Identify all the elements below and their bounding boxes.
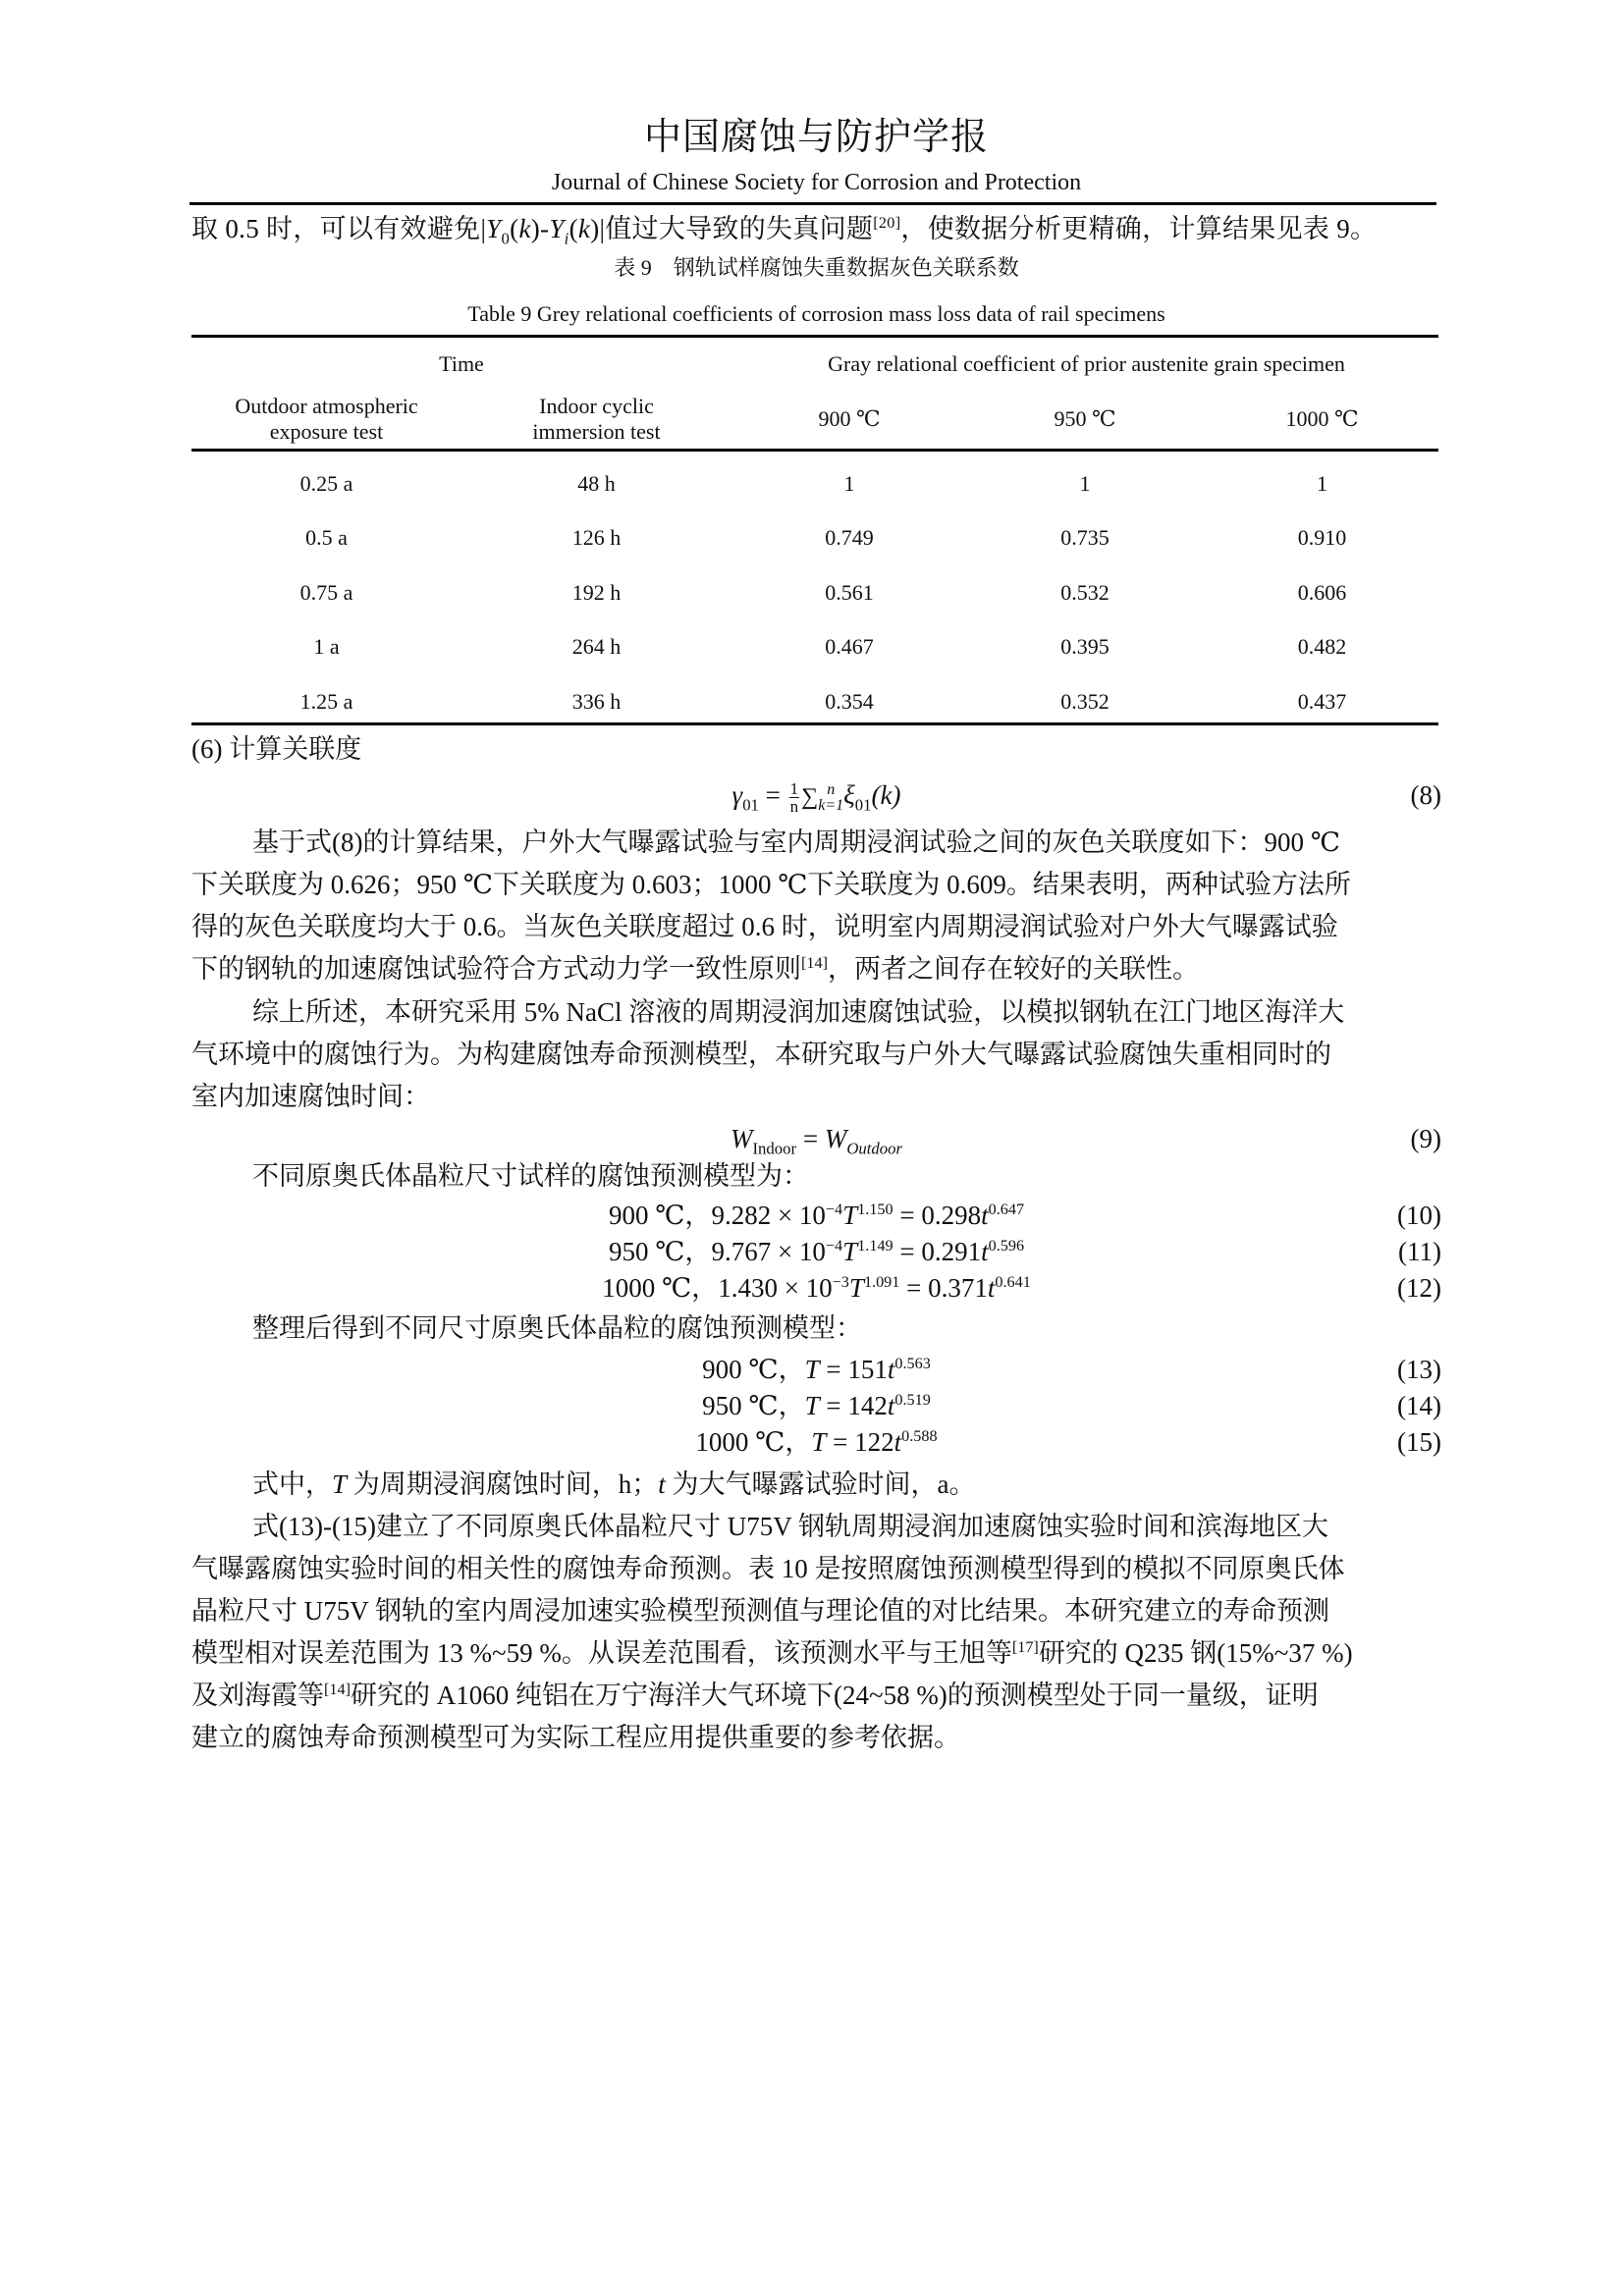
rhs: = 0.298 — [893, 1201, 982, 1230]
paragraph-line: 下关联度为 0.626；950 ℃下关联度为 0.603；1000 ℃下关联度为 0.609。结果表明，两种试验方法所 — [191, 870, 1351, 899]
paragraph-line: 气曝露腐蚀实验时间的相关性的腐蚀寿命预测。表 10 是按照腐蚀预测模型得到的模拟不同原奥氏体 — [191, 1554, 1345, 1583]
citation-ref: [17] — [1011, 1638, 1039, 1656]
rhs: = 142 — [819, 1391, 888, 1420]
cell-outdoor: 1 a — [313, 634, 340, 660]
journal-title-cn: 中国腐蚀与防护学报 — [643, 117, 989, 158]
exponent: 1.150 — [857, 1201, 893, 1218]
cell-950: 0.395 — [1060, 634, 1110, 660]
equals-sign: = — [796, 1124, 825, 1153]
text: 及刘海霞等 — [191, 1681, 324, 1710]
cell-outdoor: 0.75 a — [299, 579, 353, 605]
rhs: = 0.371 — [899, 1273, 988, 1303]
citation-ref: [14] — [324, 1681, 351, 1698]
sum-symbol: ∑ — [801, 784, 819, 810]
rhs: = 151 — [819, 1355, 888, 1384]
exponent: 0.596 — [988, 1237, 1025, 1255]
temperature: 900 ℃， — [702, 1355, 805, 1384]
header-indoor — [461, 390, 731, 449]
exponent: 0.641 — [995, 1273, 1031, 1291]
sum-lower: k=1 — [818, 796, 844, 814]
section-heading: (6) 计算关联度 — [191, 734, 362, 764]
symbol-T: T — [842, 1201, 858, 1230]
text: 研究的 Q235 钢(15%~37 %) — [1038, 1638, 1353, 1668]
symbol-gamma: γ — [731, 780, 743, 810]
cell-outdoor: 1.25 a — [299, 688, 353, 714]
cell-indoor: 336 h — [571, 688, 622, 714]
table-row — [191, 565, 1441, 620]
cell-indoor: 192 h — [571, 579, 622, 605]
table-group-header-row — [191, 339, 1441, 390]
table-top-rule — [191, 335, 1438, 338]
cell-900: 0.467 — [825, 634, 874, 660]
cell-outdoor: 0.25 a — [299, 470, 353, 496]
cell-900: 1 — [843, 470, 855, 496]
symbol-T: T — [332, 1469, 348, 1499]
symbol-k: k — [577, 214, 591, 243]
equation-number: (11) — [1398, 1237, 1441, 1266]
symbol-t: t — [887, 1355, 895, 1384]
symbol-gamma-sub: 01 — [742, 795, 759, 815]
cell-outdoor: 0.5 a — [305, 525, 348, 551]
symbol-w-sub-outdoor: Outdoor — [846, 1139, 903, 1158]
symbol-T: T — [804, 1391, 820, 1420]
paragraph-line — [191, 1678, 1441, 1713]
sum-limits — [818, 782, 843, 814]
equation-8 — [191, 777, 1441, 817]
paragraph-line: 式(13)-(15)建立了不同原奥氏体晶粒尺寸 U75V 钢轨周期浸润加速腐蚀实验时间和滨海地区大 — [252, 1512, 1328, 1541]
intro-text-mid: )|值过大导致的失真问题 — [590, 214, 874, 243]
equation-number: (13) — [1397, 1355, 1441, 1384]
header-1000: 1000 ℃ — [1285, 406, 1359, 431]
exponent: 0.519 — [894, 1391, 931, 1409]
cell-1000: 0.437 — [1297, 688, 1347, 714]
table-row — [191, 620, 1441, 675]
symbol-t: t — [658, 1469, 666, 1499]
cell-1000: 0.910 — [1297, 525, 1347, 551]
paragraph-line: 综上所述，本研究采用 5% NaCl 溶液的周期浸润加速腐蚀试验，以模拟钢轨在江门地区海洋大 — [252, 997, 1345, 1027]
paragraph-line — [191, 1467, 1441, 1502]
symbol-t: t — [987, 1273, 996, 1303]
table-row — [191, 456, 1441, 511]
rhs: = 0.291 — [893, 1237, 982, 1266]
header-outdoor-line1: Outdoor atmospheric — [235, 394, 418, 418]
temperature: 900 ℃， — [608, 1201, 712, 1230]
rhs: = 122 — [826, 1427, 894, 1457]
cell-900: 0.561 — [825, 579, 874, 605]
paren: )- — [530, 214, 550, 243]
paragraph-line: 晶粒尺寸 U75V 钢轨的室内周浸加速实验模型预测值与理论值的对比结果。本研究建立的寿命预测 — [191, 1596, 1330, 1626]
table-caption-cn: 表 9 钢轨试样腐蚀失重数据灰色关联系数 — [614, 255, 1019, 280]
exponent: −4 — [825, 1201, 843, 1218]
equation-body — [191, 1198, 1441, 1233]
equation-number: (14) — [1397, 1391, 1441, 1420]
paragraph-line: 得的灰色关联度均大于 0.6。当灰色关联度超过 0.6 时，说明室内周期浸润试验对户外大气曝露试验 — [191, 912, 1338, 941]
header-coefficient: Gray relational coefficient of prior austenite grain specimen — [828, 351, 1345, 376]
symbol-t: t — [887, 1391, 895, 1420]
coefficient: 1.430 × 10 — [718, 1273, 833, 1303]
symbol-T: T — [842, 1237, 858, 1266]
paragraph-line: 整理后得到不同尺寸原奥氏体晶粒的腐蚀预测模型： — [252, 1313, 862, 1343]
text: 下的钢轨的加速腐蚀试验符合方式动力学一致性原则 — [191, 954, 801, 984]
intro-text-pre: 取 0.5 时，可以有效避免| — [191, 214, 487, 243]
paragraph-line — [191, 1635, 1441, 1671]
text: ，两者之间存在较好的关联性。 — [827, 954, 1199, 984]
equation-number: (10) — [1397, 1201, 1441, 1230]
coefficient: 9.767 × 10 — [711, 1237, 826, 1266]
exponent: 0.647 — [988, 1201, 1025, 1218]
text: 模型相对误差范围为 13 %~59 %。从误差范围看，该预测水平与王旭等 — [191, 1638, 1012, 1668]
equation-9-body — [191, 1121, 1441, 1156]
intro-text-post: ，使数据分析更精确，计算结果见表 9。 — [900, 214, 1378, 243]
fraction — [789, 780, 800, 815]
cell-950: 0.532 — [1060, 579, 1110, 605]
cell-1000: 1 — [1317, 470, 1327, 496]
symbol-w: W — [730, 1124, 753, 1153]
header-indoor-line2: immersion test — [532, 419, 661, 444]
symbol-T: T — [804, 1355, 820, 1384]
text: 为大气曝露试验时间，a。 — [665, 1469, 976, 1499]
header-outdoor-line2: exposure test — [269, 419, 384, 444]
exponent: −4 — [825, 1237, 843, 1255]
symbol-T: T — [848, 1273, 864, 1303]
symbol-w: W — [824, 1124, 847, 1153]
exponent: 0.588 — [901, 1427, 938, 1445]
table-row — [191, 449, 1441, 456]
text: 研究的 A1060 纯铝在万宁海洋大气环境下(24~58 %)的预测模型处于同一量级，证明 — [350, 1681, 1319, 1710]
symbol-yi: Y — [549, 214, 565, 243]
symbol-xi: ξ — [843, 780, 855, 810]
text: 为周期浸润腐蚀时间，h； — [347, 1469, 659, 1499]
citation-ref: [20] — [873, 214, 901, 232]
fraction-denominator: n — [789, 797, 799, 817]
equation-number: (9) — [1410, 1124, 1441, 1153]
text: 式中， — [252, 1469, 332, 1499]
paragraph-line — [191, 951, 1441, 987]
equation-8-body — [191, 777, 1441, 815]
symbol-w-sub-indoor: Indoor — [752, 1139, 797, 1158]
cell-indoor: 48 h — [577, 470, 616, 496]
equation-body — [191, 1234, 1441, 1269]
paragraph-line: 建立的腐蚀寿命预测模型可为实际工程应用提供重要的参考依据。 — [191, 1723, 960, 1752]
journal-title-en: Journal of Chinese Society for Corrosion and Protection — [551, 170, 1082, 195]
symbol-t: t — [981, 1201, 989, 1230]
symbol-y0-sub: 0 — [501, 229, 511, 248]
table-row — [191, 511, 1441, 566]
exponent: 0.563 — [894, 1355, 931, 1372]
symbol-yi-sub: i — [564, 229, 569, 248]
intro-line — [191, 211, 1441, 246]
symbol-t: t — [893, 1427, 902, 1457]
equals-sign: = — [758, 780, 787, 810]
cell-950: 1 — [1079, 470, 1091, 496]
exponent: −3 — [832, 1273, 849, 1291]
header-900: 900 ℃ — [818, 406, 881, 431]
symbol-xi-sub: 01 — [854, 795, 872, 815]
coefficient: 9.282 × 10 — [711, 1201, 826, 1230]
paren: ( — [568, 214, 578, 243]
table-caption-en: Table 9 Grey relational coefficients of corrosion mass loss data of rail specimens — [467, 301, 1165, 326]
cell-indoor: 264 h — [571, 634, 622, 660]
paragraph-line: 基于式(8)的计算结果，户外大气曝露试验与室内周期浸润试验之间的灰色关联度如下：900 ℃ — [252, 828, 1340, 857]
exponent: 1.149 — [857, 1237, 893, 1255]
cell-1000: 0.606 — [1297, 579, 1347, 605]
paragraph-line: 室内加速腐蚀时间： — [191, 1082, 430, 1111]
table-column-header-row — [191, 390, 1441, 449]
cell-900: 0.749 — [825, 525, 874, 551]
equation-body — [191, 1352, 1441, 1387]
paragraph-line: 不同原奥氏体晶粒尺寸试样的腐蚀预测模型为： — [252, 1161, 809, 1191]
paragraph-line: 气环境中的腐蚀行为。为构建腐蚀寿命预测模型，本研究取与户外大气曝露试验腐蚀失重相同时的 — [191, 1040, 1331, 1069]
header-outdoor — [191, 390, 461, 449]
cell-indoor: 126 h — [571, 525, 622, 551]
table-row — [191, 674, 1441, 729]
cell-900: 0.354 — [825, 688, 874, 714]
equation-body — [191, 1388, 1441, 1423]
symbol-k: k — [518, 214, 531, 243]
symbol-y0: Y — [486, 214, 502, 243]
grey-relational-table — [191, 339, 1441, 729]
sum-upper: n — [827, 780, 836, 798]
symbol-t: t — [981, 1237, 989, 1266]
temperature: 950 ℃， — [608, 1237, 712, 1266]
citation-ref: [14] — [801, 954, 828, 972]
symbol-T: T — [811, 1427, 827, 1457]
header-indoor-line1: Indoor cyclic — [539, 394, 654, 418]
temperature: 1000 ℃， — [695, 1427, 812, 1457]
fraction-numerator: 1 — [789, 779, 799, 799]
temperature: 950 ℃， — [702, 1391, 805, 1420]
paren: ( — [510, 214, 519, 243]
header-rule — [189, 202, 1436, 205]
temperature: 1000 ℃， — [602, 1273, 719, 1303]
header-950: 950 ℃ — [1054, 406, 1116, 431]
equation-body — [191, 1270, 1441, 1306]
cell-1000: 0.482 — [1297, 634, 1347, 660]
symbol-k-arg: (k) — [871, 780, 901, 810]
equation-number: (15) — [1397, 1427, 1441, 1457]
cell-950: 0.352 — [1060, 688, 1110, 714]
equation-body — [191, 1424, 1441, 1460]
header-time: Time — [439, 351, 484, 376]
equation-number: (12) — [1397, 1273, 1441, 1303]
cell-950: 0.735 — [1060, 525, 1110, 551]
exponent: 1.091 — [863, 1273, 900, 1291]
equation-number: (8) — [1410, 780, 1441, 810]
